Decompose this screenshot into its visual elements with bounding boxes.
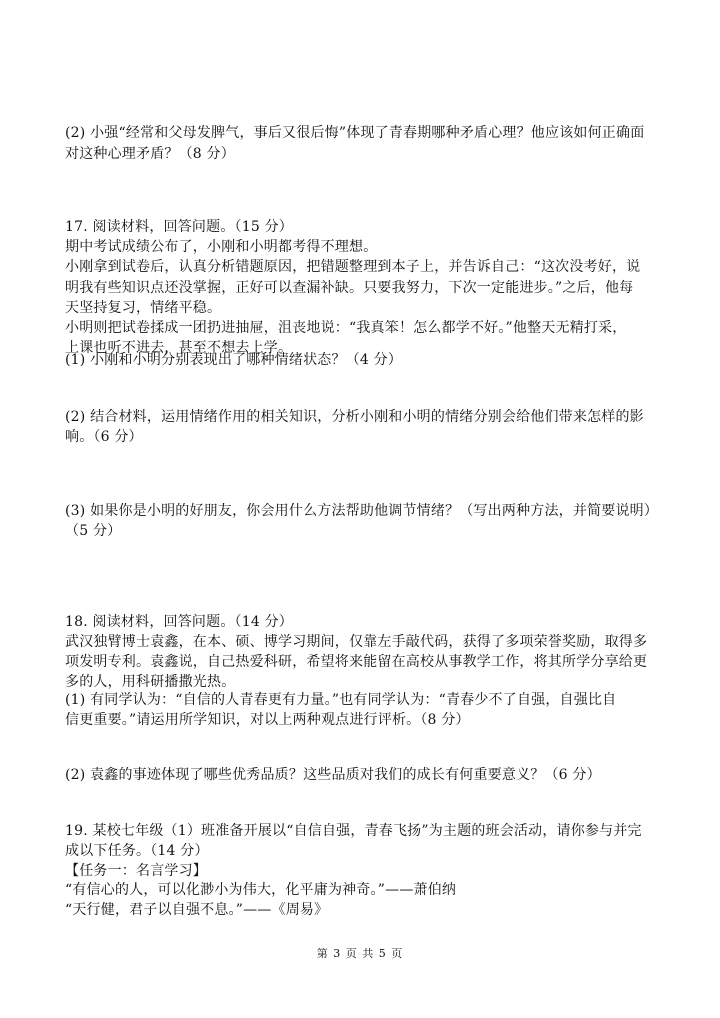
q19-line2: 成以下任务。（14 分） <box>65 843 209 859</box>
q17-sub3-line1: (3) 如果你是小明的好朋友，你会用什么方法帮助他调节情绪？（写出两种方法，并简要说明） <box>65 503 659 519</box>
q16-sub2-line1: (2) 小强“经常和父母发脾气，事后又很后悔”体现了青春期哪种矛盾心理？他应该如何正确面 <box>65 125 645 141</box>
q17-sub1: (1) 小刚和小明分别表现出了哪种情绪状态？（4 分） <box>65 352 403 368</box>
q18-material-line: 武汉独臂博士袁鑫，在本、硕、博学习期间，仅靠左手敲代码，获得了多项荣誉奖励，取得多 <box>65 634 648 650</box>
q17-sub2-line2: 响。（6 分） <box>65 429 143 445</box>
page-number: 第 3 页 共 5 页 <box>316 947 404 960</box>
q17-sub2-line1: (2) 结合材料，运用情绪作用的相关知识，分析小刚和小明的情绪分别会给他们带来怎样的影 <box>65 409 644 425</box>
q17-material-line: 期中考试成绩公布了，小刚和小明都考得不理想。 <box>65 239 378 255</box>
q17-heading: 17. 阅读材料，回答问题。（15 分） <box>65 219 293 235</box>
q18-heading: 18. 阅读材料，回答问题。（14 分） <box>65 614 293 630</box>
q17-sub3-line2: （5 分） <box>65 523 122 539</box>
q17-material-line: 上课也听不进去，甚至不想去上学。 <box>65 340 293 356</box>
q17-material-line: 小刚拿到试卷后，认真分析错题原因，把错题整理到本子上，并告诉自己：“这次没考好，说 <box>65 259 641 275</box>
q19-quote1: “有信心的人，可以化渺小为伟大，化平庸为神奇。”——萧伯纳 <box>65 882 457 898</box>
q18-material-line: 项发明专利。袁鑫说，自己热爱科研，希望将来能留在高校从事教学工作，将其所学分享给更 <box>65 654 648 670</box>
q17-material-line: 小明则把试卷揉成一团扔进抽屉，沮丧地说：“我真笨！怎么都学不好。”他整天无精打采， <box>65 320 627 336</box>
q18-sub1-line1: (1) 有同学认为：“自信的人青春更有力量。”也有同学认为：“青春少不了自强，自强比自 <box>65 692 617 708</box>
q18-sub2: (2) 袁鑫的事迹体现了哪些优秀品质？这些品质对我们的成长有何重要意义？（6 分） <box>65 767 601 783</box>
q17-material-line: 天坚持复习，情绪平稳。 <box>65 300 222 316</box>
q17-material-line: 明我有些知识点还没掌握，正好可以查漏补缺。只要我努力，下次一定能进步。”之后，他每 <box>65 280 634 296</box>
q18-sub1-line2: 信更重要。”请运用所学知识，对以上两种观点进行评析。（8 分） <box>65 712 470 728</box>
q19-quote2: “天行健，君子以自强不息。”——《周易》 <box>65 902 329 918</box>
q16-sub2-line2: 对这种心理矛盾？（8 分） <box>65 146 235 162</box>
q19-line1: 19. 某校七年级（1）班准备开展以“自信自强，青春飞扬”为主题的班会活动，请你参与并完 <box>65 823 642 839</box>
q18-material-line: 多的人，用科研播撒光热。 <box>65 674 236 690</box>
q19-task1-title: 【任务一：名言学习】 <box>65 863 207 879</box>
